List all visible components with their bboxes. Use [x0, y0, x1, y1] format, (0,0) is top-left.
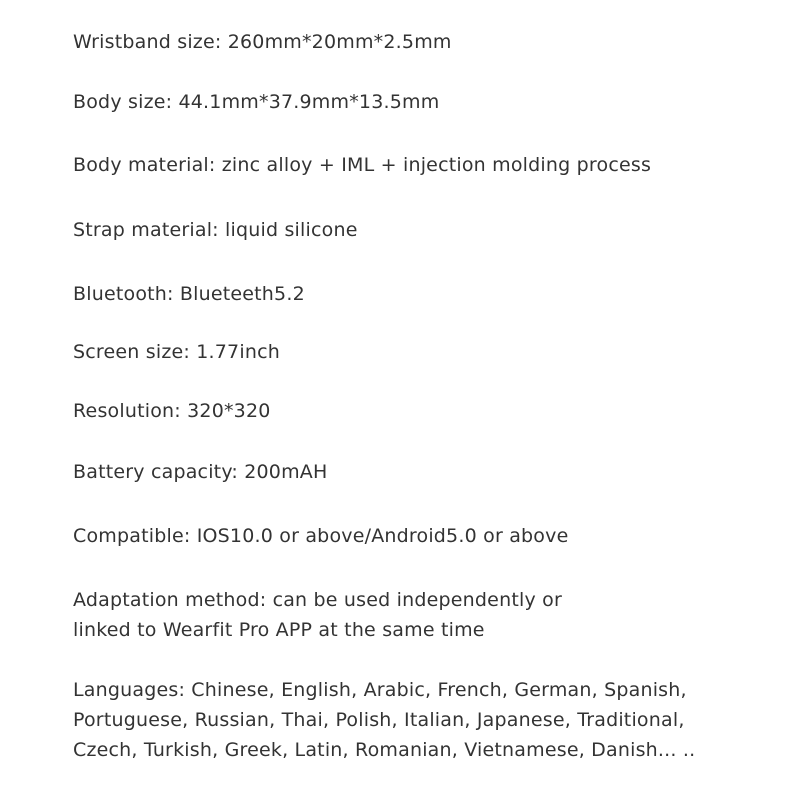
- strap-material-text: Strap material: liquid silicone: [73, 219, 358, 241]
- languages-line-3: Czech, Turkish, Greek, Latin, Romanian, Vietnamese, Danish... ..: [73, 739, 696, 761]
- wristband-size-text: Wristband size: 260mm*20mm*2.5mm: [73, 31, 452, 53]
- compatible-text: Compatible: IOS10.0 or above/Android5.0 or above: [73, 525, 569, 547]
- body-size-text: Body size: 44.1mm*37.9mm*13.5mm: [73, 91, 440, 113]
- languages-line-1: Languages: Chinese, English, Arabic, French, German, Spanish,: [73, 679, 687, 701]
- screen-size-text: Screen size: 1.77inch: [73, 341, 280, 363]
- body-material-text: Body material: zinc alloy + IML + injection molding process: [73, 154, 652, 176]
- adaptation-method-line-2: linked to Wearfit Pro APP at the same time: [73, 619, 485, 641]
- languages-line-2: Portuguese, Russian, Thai, Polish, Italian, Japanese, Traditional,: [73, 709, 685, 731]
- bluetooth-text: Bluetooth: Blueteeth5.2: [73, 283, 305, 305]
- battery-capacity-text: Battery capacity: 200mAH: [73, 461, 328, 483]
- adaptation-method-line-1: Adaptation method: can be used independently or: [73, 589, 562, 611]
- resolution-text: Resolution: 320*320: [73, 400, 271, 422]
